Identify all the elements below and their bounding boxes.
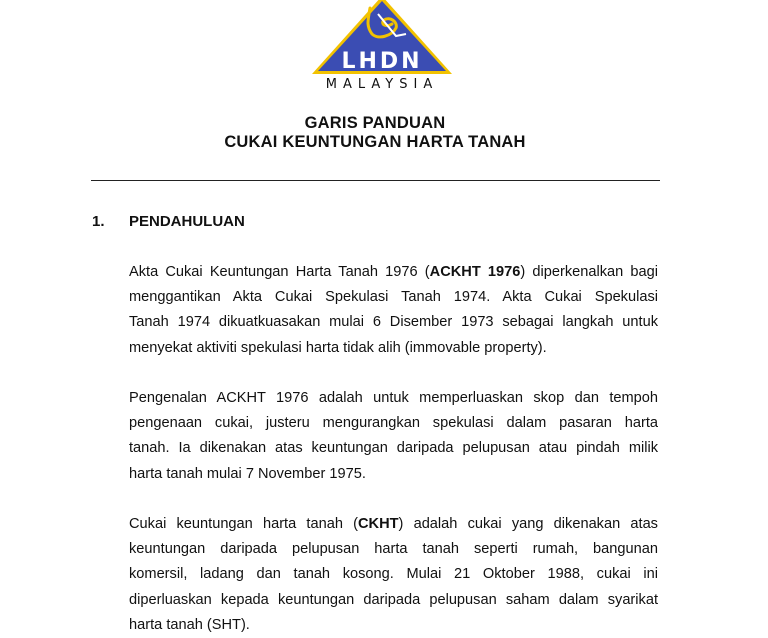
paragraph-line <box>129 411 658 436</box>
line-text: Akta Cukai Keuntungan Harta Tanah 1976 ( <box>129 264 430 280</box>
paragraph-line <box>129 436 658 461</box>
section-title: PENDAHULUAN <box>129 213 245 230</box>
lhdn-emblem-icon <box>300 0 464 92</box>
paragraph-line <box>129 310 658 335</box>
logo-acronym: LHDN <box>341 49 423 74</box>
logo-country: MALAYSIA <box>325 77 439 92</box>
line-text: diperluaskan kepada keuntungan daripada pelupusan saham dalam syarikat <box>129 591 658 608</box>
paragraph-3 <box>129 512 658 638</box>
line-text: Pengenalan ACKHT 1976 adalah untuk memperluaskan skop dan tempoh <box>129 390 658 406</box>
line-text: Cukai keuntungan harta tanah ( <box>129 516 358 532</box>
line-text: tanah. Ia dikenakan atas keuntungan daripada pelupusan atau pindah milik <box>129 440 658 457</box>
paragraph-2 <box>129 386 658 487</box>
bold-term: CKHT <box>357 516 399 532</box>
line-text: ) diperkenalkan bagi <box>520 264 658 280</box>
lhdn-logo <box>300 0 464 92</box>
paragraph-line <box>129 285 658 310</box>
paragraph-line <box>129 588 658 613</box>
paragraph-line <box>129 562 658 587</box>
paragraph-line <box>129 260 658 285</box>
line-text: harta tanah (SHT). <box>129 616 250 633</box>
paragraph-line <box>129 462 658 487</box>
line-text: ) adalah cukai yang dikenakan atas <box>398 516 658 532</box>
paragraph-line <box>129 512 658 537</box>
line-text: menggantikan Akta Cukai Spekulasi Tanah 1974. Akta Cukai Spekulasi <box>129 289 658 306</box>
paragraph-1 <box>129 260 658 361</box>
line-text: komersil, ladang dan tanah kosong. Mulai 21 Oktober 1988, cukai ini <box>129 566 658 583</box>
line-text: keuntungan daripada pelupusan harta tanah seperti rumah, bangunan <box>129 541 658 558</box>
paragraph-line <box>129 613 658 638</box>
document-title-line2: CUKAI KEUNTUNGAN HARTA TANAH <box>224 133 526 151</box>
header-divider <box>91 180 660 181</box>
paragraph-line <box>129 537 658 562</box>
document-title-line1: GARIS PANDUAN <box>304 114 446 132</box>
section-number: 1. <box>92 213 105 230</box>
line-text: harta tanah mulai 7 November 1975. <box>129 465 366 482</box>
bold-term: ACKHT 1976 <box>429 264 521 280</box>
line-text: Tanah 1974 dikuatkuasakan mulai 6 Disember 1973 sebagai langkah untuk <box>129 314 658 331</box>
line-text: menyekat aktiviti spekulasi harta tidak alih (immovable property). <box>129 339 547 356</box>
paragraph-line <box>129 386 658 411</box>
paragraph-line <box>129 336 658 361</box>
line-text: pengenaan cukai, justeru mengurangkan spekulasi dalam pasaran harta <box>129 415 658 432</box>
